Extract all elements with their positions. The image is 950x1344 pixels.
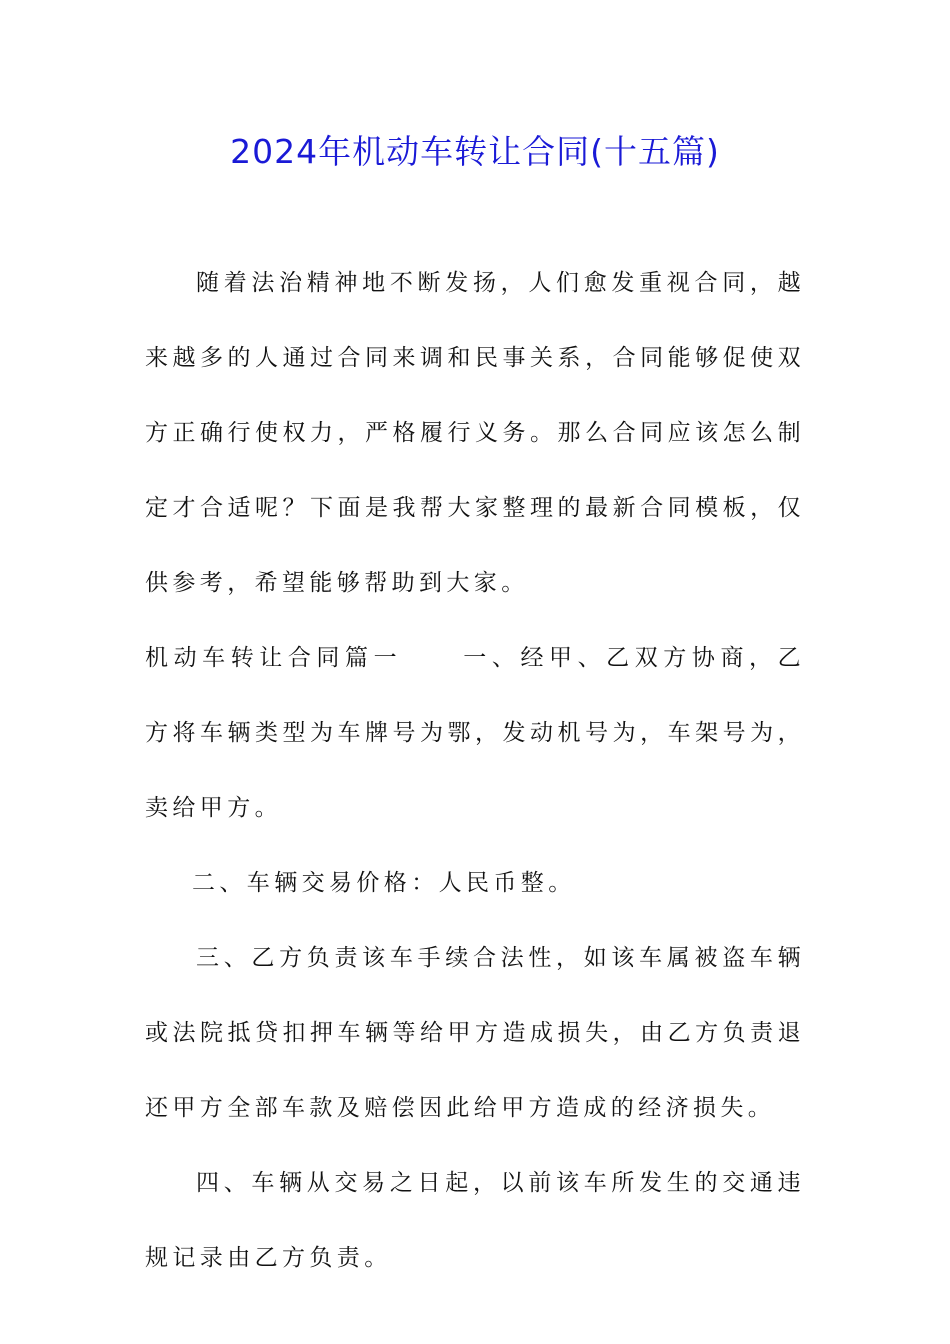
- intro-paragraph: 随着法治精神地不断发扬，人们愈发重视合同，越来越多的人通过合同来调和民事关系，合同能够促使双方正确行使权力，严格履行义务。那么合同应该怎么制定才合适呢？下面是我帮大家整理的最新合同模板，仅供参考，希望能够帮助到大家。: [145, 270, 805, 596]
- document-body: [145, 246, 805, 1296]
- clause-1-text: 一、经甲、乙双方协商，乙方将车辆类型为车牌号为鄂，发动机号为，车架号为，卖给甲方。: [145, 645, 805, 821]
- document-title: 2024年机动车转让合同(十五篇): [230, 132, 720, 171]
- clause-1-paragraph: [145, 621, 805, 846]
- clause-3-paragraph: 三、乙方负责该车手续合法性，如该车属被盗车辆或法院抵贷扣押车辆等给甲方造成损失，由乙方负责退还甲方全部车款及赔偿因此给甲方造成的经济损失。: [145, 945, 805, 1121]
- clause-2-paragraph: 二、车辆交易价格：人民币整。: [192, 870, 576, 896]
- clause-4-paragraph: 四、车辆从交易之日起，以前该车所发生的交通违规记录由乙方负责。: [145, 1170, 805, 1271]
- section-heading: 机动车转让合同篇一: [145, 645, 403, 671]
